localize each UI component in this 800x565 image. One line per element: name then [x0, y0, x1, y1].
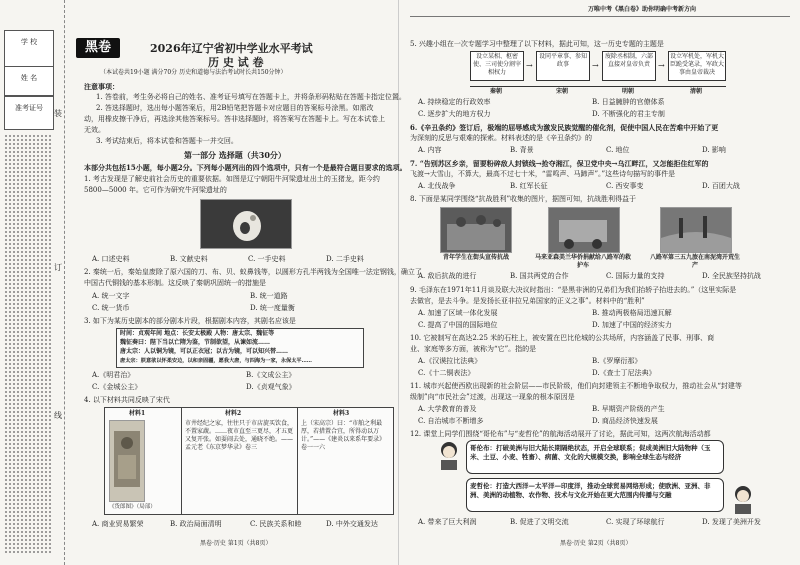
photo-student-propaganda	[440, 207, 512, 253]
note-line: 动，用橡皮擦干净后，再选涂其他答案标号。答非选择题时，将答案写在答题卡上。写在本试卷上	[84, 115, 385, 123]
q1-option-b[interactable]: B. 文献史料	[170, 255, 208, 263]
arrow-right-icon: →	[658, 61, 665, 70]
q2-stem: 中国古代铜钱的基本形制。这反映了秦朝巩固统一的措施是	[84, 279, 266, 287]
q1-option-a[interactable]: A. 口述史料	[92, 255, 130, 263]
material-text: 市井经纪之家，往往只于市店旋买饮食，不置家蔬。……夜市直至三更尽，才五更又复开张。如耍闹去处，通晓不绝。——孟元老《东京梦华录》卷三	[185, 420, 294, 451]
era-label: 秦朝	[490, 88, 503, 95]
q8-option-a[interactable]: A. 敌后抗战的进行	[418, 272, 477, 280]
exam-title: 2026年辽宁省初中学业水平考试	[150, 42, 313, 55]
q1-option-c[interactable]: C. 一手史料	[248, 255, 286, 263]
q3-option-d[interactable]: D.《贞观气象》	[246, 383, 296, 391]
q10-stem: 业、家庭等多方面，被称为“它”。指的是	[410, 345, 537, 353]
flow-step: 废除丞相制，六部直接对皇帝负责	[602, 51, 656, 81]
q7-stem: 飞渡→大雪山，不算大，最高不过七十米，“雷鸣声、马蹄声”。”这些诗句描写的事件是	[410, 170, 676, 178]
seal-mark-2: 订	[54, 263, 62, 272]
q2-option-b[interactable]: B. 统一道路	[250, 292, 288, 300]
seal-mark-3: 线	[54, 411, 62, 420]
page-fold	[398, 0, 399, 565]
q11-option-c[interactable]: C. 自治城市不断增多	[418, 417, 484, 425]
flow-step: 设立某相、枢密使、三司使分割宰相权力	[470, 51, 524, 81]
binding-seam	[64, 0, 65, 565]
q7-stem: 7. “告别苏区乡亲，留要粉碎敌人封锁线→抢夺湘江，保卫党中央→乌江畔江，又怎能拒住红军的	[410, 159, 709, 168]
brand-logo: 黑卷	[76, 38, 120, 58]
q4-option-d[interactable]: D. 中外交通发达	[326, 520, 378, 528]
q10-option-d[interactable]: D.《查士丁尼法典》	[592, 369, 656, 377]
script-line: 唐太宗：人以铜为镜，可以正衣冠；以古为镜，可以知兴替……	[120, 348, 289, 355]
q9-option-c[interactable]: C. 提高了中国的国际地位	[418, 321, 498, 329]
note-line: 1. 答卷前，考生务必将自己的姓名、准考证号填写在答题卡上，并将条形码粘贴在答题卡指定位置。	[96, 93, 406, 101]
q11-option-b[interactable]: B. 早期资产阶级的产生	[592, 405, 665, 413]
material-label: 材料1	[129, 410, 146, 417]
q6-stem: 为深刻的反思与艰难的探索。材料表述的是《辛丑条约》的	[410, 134, 592, 142]
footer-page-2: 黑卷·历史 第2页（共8页）	[560, 540, 632, 547]
q12-stem: 12. 课堂上同学们围绕“哥伦布”与“麦哲伦”的航海活动展开了讨论，据此可知，这两次航海活动都	[410, 430, 711, 438]
exam-subject: 历 史 试 卷	[208, 56, 264, 69]
q6-option-c[interactable]: C. 地位	[606, 146, 630, 154]
note-line: 3. 考试结束后，将本试卷和答题卡一并交回。	[96, 137, 238, 145]
q4-materials	[104, 407, 394, 515]
era-label: 清朝	[690, 88, 703, 95]
q3-script-box	[116, 328, 364, 368]
q3-option-b[interactable]: B.《文成公主》	[246, 371, 296, 379]
material-label: 材料3	[333, 410, 350, 417]
q11-stem: 级制”向“市民社会”过渡，出现这一现象的根本原因是	[410, 393, 575, 401]
q11-option-a[interactable]: A. 大学教育的普及	[418, 405, 477, 413]
exam-no-field[interactable]	[4, 119, 54, 130]
q6-option-d[interactable]: D. 影响	[702, 146, 726, 154]
jade-pig-dragon-photo	[200, 199, 292, 249]
q4-option-a[interactable]: A. 商业贸易繁荣	[92, 520, 144, 528]
q10-option-b[interactable]: B.《罗摩衍那》	[592, 357, 642, 365]
photo-nanniwan	[660, 207, 732, 253]
arrow-right-icon: →	[592, 61, 599, 70]
q5-stem: 5. 兴趣小组在一次专题学习中整理了以下材料，据此可知，这一历史专题的主题是	[410, 40, 664, 48]
q8-stem: 8. 下面是某同学围绕“抗战胜利”收集的图片，据图可知，抗战胜利得益于	[410, 195, 637, 203]
arrow-right-icon: →	[526, 61, 533, 70]
footer-page-1: 黑卷·历史 第1页（共8页）	[200, 540, 272, 547]
flow-step: 设立军机处，军机大臣跪受笔录，军政大事由皇帝裁决	[668, 51, 726, 81]
header-rule	[410, 16, 790, 17]
q5-flow	[470, 51, 726, 85]
q6-option-b[interactable]: B. 背景	[510, 146, 534, 154]
slogan: 万唯中考《黑白卷》助你明确中考新方向	[588, 6, 697, 13]
q9-stem: 9. 毛泽东在1971年11月谈及联大决议时指出：“是黑非洲的兄弟们为我们抬轿子抬进去的。”（这里实际是	[410, 286, 737, 294]
q12-option-c[interactable]: C. 实现了环球航行	[606, 518, 665, 526]
q7-option-b[interactable]: B. 红军长征	[510, 182, 548, 190]
q10-option-c[interactable]: C.《十二铜表法》	[418, 369, 475, 377]
q1-stem: 1. 考古发现是了解史前社会历史的重要依据。如图是辽宁朝阳牛河梁遗址出土的玉猪龙，距今约	[84, 175, 380, 183]
photo-caption: 八路军第三五九旅在南泥湾开荒生产	[650, 254, 741, 269]
era-label: 明朝	[622, 88, 635, 95]
q8-option-b[interactable]: B. 国共两党的合作	[510, 272, 569, 280]
binding-strip	[0, 0, 62, 565]
q7-option-d[interactable]: D. 百团大战	[702, 182, 740, 190]
magellan-bubble: 麦哲伦：打造大西洋—太平洋—印度洋，推动全球贸易网络形成；使欧洲、亚洲、非洲、美洲的动植物、农作物、技术与文化开始在更大范围内传播与交融	[466, 478, 724, 512]
note-line: 2. 答选择题时，选出每小题答案后，用2B铅笔把答题卡对应题目的答案标号涂黑。如需改	[96, 104, 374, 112]
q8-option-d[interactable]: D. 全民族坚持抗战	[702, 272, 761, 280]
q7-option-c[interactable]: C. 西安事变	[606, 182, 644, 190]
dot-pattern	[4, 134, 52, 554]
q3-option-a[interactable]: A.《明君治》	[92, 371, 135, 379]
jade-artifact-icon	[201, 200, 291, 248]
peddler-painting	[109, 420, 145, 502]
q1-stem: 5800—5000 年。它可作为研究牛河梁遗址的	[84, 186, 227, 194]
q6-option-a[interactable]: A. 内容	[418, 146, 442, 154]
note-line: 无效。	[84, 126, 105, 134]
q9-option-d[interactable]: D. 加速了中国的经济实力	[592, 321, 672, 329]
q2-stem: 2. 秦统一后，秦始皇废除了原六国的刀、布、贝、蚁鼻钱等，以圆形方孔半两钱为全国唯一法定钢钱，确立了	[84, 268, 422, 276]
q6-stem: 6.《辛丑条约》签订后，极端的屈辱感成为激发民族觉醒的催化剂，促使中国人民在苦难中开始了更	[410, 123, 719, 132]
photo-caption: 青年学生在街头宣传抗战	[442, 254, 509, 261]
school-label: 学 校	[4, 30, 54, 54]
q10-option-a[interactable]: A.《汉谟拉比法典》	[418, 357, 482, 365]
part1-instruction: 本部分共包括15小题，每小题2分。下列每小题列出的四个选项中，只有一个是最符合题目要求的选项。	[84, 163, 407, 172]
name-field[interactable]	[4, 89, 54, 96]
q3-option-c[interactable]: C.《金城公主》	[92, 383, 142, 391]
photo-ambulance	[548, 207, 620, 253]
material-text: 上（宋高宗）曰：“市舶之利最厚，若措置合宜，所得动以万计。”——《建炎以来系年要录》卷一一六	[301, 420, 386, 451]
exam-info: （本试卷共19小题 满分70分 历史和道德与法治考试时长共150分钟）	[100, 69, 287, 76]
q5-option-a[interactable]: A. 持续稳定的行政效率	[418, 98, 491, 106]
part1-heading: 第一部分 选择题（共30分）	[184, 150, 286, 160]
student-avatar-icon	[436, 440, 462, 470]
q12-option-d[interactable]: D. 发现了美洲开发	[702, 518, 761, 526]
columbus-bubble: 哥伦布：打破美洲与旧大陆长期隔绝状态，开启全球联系；促成美洲旧大陆物种（玉米、土豆、小麦、牲畜）、病菌、文化的大规模交换，影响全球生态与经济	[466, 440, 724, 474]
era-label: 宋朝	[556, 88, 569, 95]
seal-mark-1: 装	[54, 109, 62, 118]
vehicle-photo-icon	[549, 208, 619, 252]
flow-step: 设同平章事、参知政事	[536, 51, 590, 81]
q12-option-a[interactable]: A. 带来了巨大利润	[418, 518, 477, 526]
q9-stem: 去做官，是去斗争。是发扬长亚非拉兄弟国家的正义之事”。材料中的“胜利”	[410, 297, 645, 305]
q11-option-d[interactable]: D. 商品经济快速发展	[592, 417, 658, 425]
script-line: 唐太宗：朕意欲以怀柔安边，以和亲固疆，愿我大唐，与四海为一家，永保太平……	[120, 358, 312, 364]
q10-stem: 10. 它被制写在高达2.25 米的石柱上，被安置在巴比伦城的公共场所，内容涵盖了民事、刑事、商	[410, 334, 715, 342]
q12-option-b[interactable]: B. 促进了文明交流	[510, 518, 569, 526]
name-label: 姓 名	[4, 66, 54, 90]
q4-option-c[interactable]: C. 民族关系和睦	[250, 520, 302, 528]
q2-option-d[interactable]: D. 统一度量衡	[250, 304, 295, 312]
painting-icon	[110, 421, 144, 501]
script-line: 魏征奏曰：陛下当以亡隋为鉴，节制欲望，从谏如流……	[120, 339, 271, 346]
q2-option-c[interactable]: C. 统一货币	[92, 304, 130, 312]
q5-option-c[interactable]: C. 逐步扩大的地方权力	[418, 110, 491, 118]
q11-stem: 11. 城市兴起使西欧出现新的社会阶层——市民阶级，他们向封建领主不断地争取权力，推动社会从“封建等	[410, 382, 742, 390]
q4-option-b[interactable]: B. 政治局面清明	[170, 520, 222, 528]
material-caption: 《货郎图》（局部）	[109, 504, 156, 510]
q3-stem: 3. 如下为某历史剧本的部分剧本片段，根据剧本内容，其剧名应该是	[84, 317, 296, 325]
q5-option-d[interactable]: D. 不断强化的君主专制	[592, 110, 665, 118]
q4-stem: 4. 以下材料共同反映了宋代	[84, 396, 170, 404]
student-avatar-icon	[730, 484, 756, 514]
q8-option-c[interactable]: C. 国际力量的支持	[606, 272, 665, 280]
photo-caption: 马来亚森美兰华侨捐献给八路军的救护车	[534, 254, 631, 269]
timeline-axis	[470, 86, 726, 87]
crowd-photo-icon	[441, 208, 511, 252]
q2-option-a[interactable]: A. 统一文字	[92, 292, 130, 300]
q9-option-b[interactable]: B. 推动两极格局迅速瓦解	[592, 309, 672, 317]
q9-option-a[interactable]: A. 加速了区域一体化发展	[418, 309, 498, 317]
farming-photo-icon	[661, 208, 731, 252]
q7-option-a[interactable]: A. 北伐战争	[418, 182, 456, 190]
exam-no-label: 准考证号	[4, 96, 54, 120]
q1-option-d[interactable]: D. 二手史料	[326, 255, 364, 263]
material-label: 材料2	[225, 410, 242, 417]
q5-option-b[interactable]: B. 日益臃肿的官僚体系	[592, 98, 665, 106]
script-line: 时间：贞观年间 地点：长安太极殿 人物：唐太宗、魏征等	[120, 330, 275, 337]
notes-heading: 注意事项：	[84, 82, 119, 91]
